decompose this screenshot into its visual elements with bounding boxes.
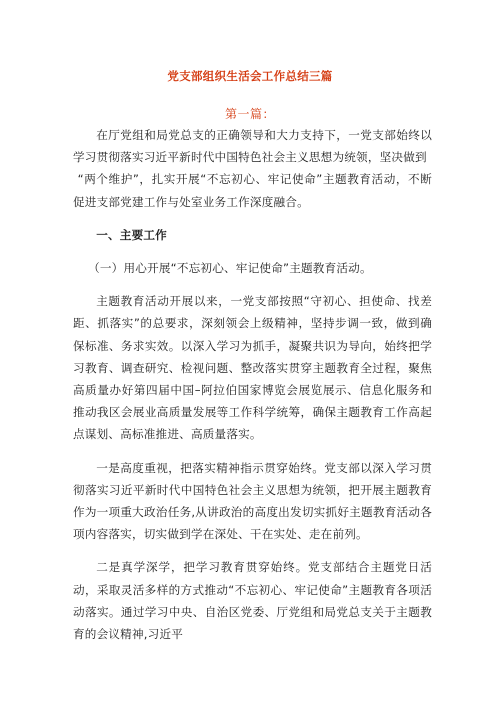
intro-paragraph-continued: “两个维护”，扎实开展“不忘初心、牢记使命”主题教育活动，不断促进支部党建工作与处室业务工作深度融合。: [73, 172, 432, 209]
section-heading: 一、主要工作: [96, 227, 167, 242]
body-paragraph: 二是真学深学，把学习教育贯穿始终。党支部结合主题党日活动，采取灵活多样的方式推动“不忘初心、牢记使命”主题教育各项活动落实。通过学习中央、自治区党委、厅党组和局党总支关于主题教育的会议精神,习近平: [73, 560, 432, 642]
body-paragraph: 一是高度重视，把落实精神指示贯穿始终。党支部以深入学习贯彻落实习近平新时代中国特色社会主义思想为统领，把开展主题教育作为一项重大政治任务,从讲政治的高度出发切实抓好主题教育活动各项内容落实，切实做到学在深处、干在实处、走在前列。: [73, 460, 432, 542]
subsection-heading: （一）用心开展“不忘初心、牢记使命”主题教育活动。: [88, 261, 372, 276]
intro-paragraph: 在厅党组和局党总支的正确领导和大力支持下，一党支部始终以学习贯彻落实习近平新时代中国特色社会主义思想为统领，坚决做到: [73, 128, 432, 165]
document-subtitle: 第一篇：: [224, 107, 275, 121]
document-title: 党支部组织生活会工作总结三篇: [167, 69, 333, 83]
body-paragraph: 主题教育活动开展以来，一党支部按照“守初心、担使命、找差距、抓落实”的总要求，深刻领会上级精神，坚持步调一致，做到确保标准、务求实效。以深入学习为抓手，凝聚共识为导向，始终把学习教育、调查研究、检视问题、整改落实贯穿主题教育全过程，聚焦高质量办好第四届中国–阿拉伯国家博览会展览展示、信息化服务和推动我区会展业高质量发展等工作科学统筹，确保主题教育工作高起点谋划、高标准推进、高质量落实。: [73, 294, 432, 442]
document-body: [73, 124, 432, 645]
